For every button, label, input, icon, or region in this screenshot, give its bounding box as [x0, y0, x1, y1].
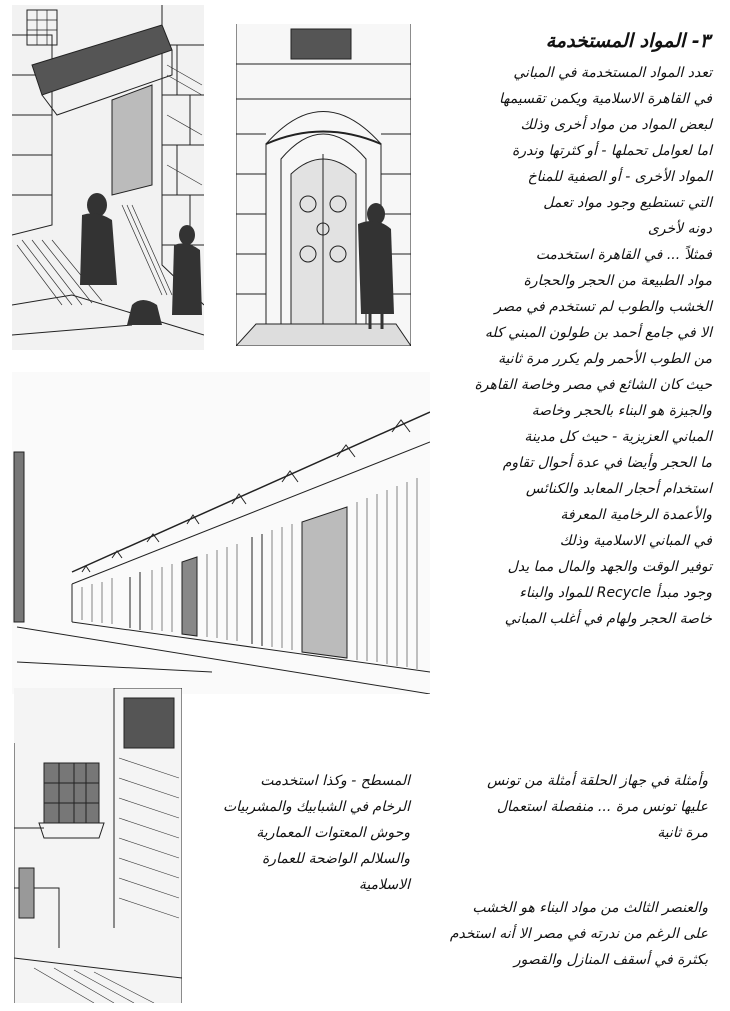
text-line: حيث كان الشائع في مصر وخاصة القاهرة [474, 377, 712, 393]
text-line: تعدد المواد المستخدمة في المباني [513, 65, 712, 81]
text-line: لبعض المواد من مواد أخرى وذلك [520, 117, 712, 133]
text-line: فمثلاً ... في القاهرة استخدمت [535, 247, 712, 263]
text-line: دونه لأخرى [647, 221, 712, 237]
text-line: ما الحجر وأيضا في عدة أحوال تقاوم [502, 455, 712, 471]
text-line: في القاهرة الاسلامية ويكمن تقسيمها [499, 91, 712, 107]
text-line: استخدام أحجار المعابد والكنائس [525, 481, 712, 497]
text-line: والعنصر الثالث من مواد البناء هو الخشب [472, 900, 708, 916]
text-line: والأعمدة الرخامية المعرفة [560, 507, 712, 523]
text-line: وأمثلة في جهاز الحلقة أمثلة من تونس [487, 773, 708, 789]
text-line: الرخام في الشبابيك والمشربيات [222, 799, 410, 815]
text-line: مواد الطبيعة من الحجر والحجارة [523, 273, 712, 289]
bottom-right-text-block [418, 895, 708, 973]
text-line: الاسلامية [358, 877, 410, 893]
text-line: بكثرة في أسقف المنازل والقصور [513, 952, 708, 968]
text-line: مرة ثانية [657, 825, 708, 841]
middle-left-text-block [195, 768, 410, 898]
text-line: الا في جامع أحمد بن طولون المبني كله [484, 325, 712, 341]
text-line: توفير الوقت والجهد والمال مما يدل [507, 559, 712, 575]
text-line: في المباني الاسلامية وذلك [559, 533, 712, 549]
text-line: خاصة الحجر ولهام في أغلب المباني [504, 611, 712, 627]
text-line: من الطوب الأحمر ولم يكرر مرة ثانية [497, 351, 712, 367]
text-line: الخشب والطوب لم تستخدم في مصر [494, 299, 712, 315]
text-line: على الرغم من ندرته في مصر الا أنه استخدم [449, 926, 708, 942]
text-line: وحوش المعتوات المعمارية [256, 825, 410, 841]
long-wall-perspective-sketch [12, 372, 430, 694]
text-line: التي تستطيع وجود مواد تعمل [543, 195, 712, 211]
middle-right-text-block [418, 768, 708, 846]
doorway-sketch-illustration [236, 24, 411, 346]
text-line: اما لعوامل تحملها - أو كثرتها وندرة [511, 143, 712, 159]
main-text-block [422, 60, 712, 632]
mashrabiya-alley-sketch [14, 688, 182, 1003]
text-line: وجود مبدأ Recycle للمواد والبناء [519, 585, 712, 601]
text-line: والجيزة هو البناء بالحجر وخاصة [531, 403, 712, 419]
text-line: عليها تونس مرة ... منفصلة استعمال [496, 799, 708, 815]
section-heading: ٣- المواد المستخدمة [545, 30, 710, 52]
text-line: والسلالم الواضحة للعمارة [261, 851, 410, 867]
text-line: المواد الأخرى - أو الصفية للمناخ [527, 169, 712, 185]
text-line: المسطح - وكذا استخدمت [260, 773, 410, 789]
text-line: المباني العزيزية - حيث كل مدينة [524, 429, 712, 445]
alley-sketch-illustration [12, 5, 204, 350]
